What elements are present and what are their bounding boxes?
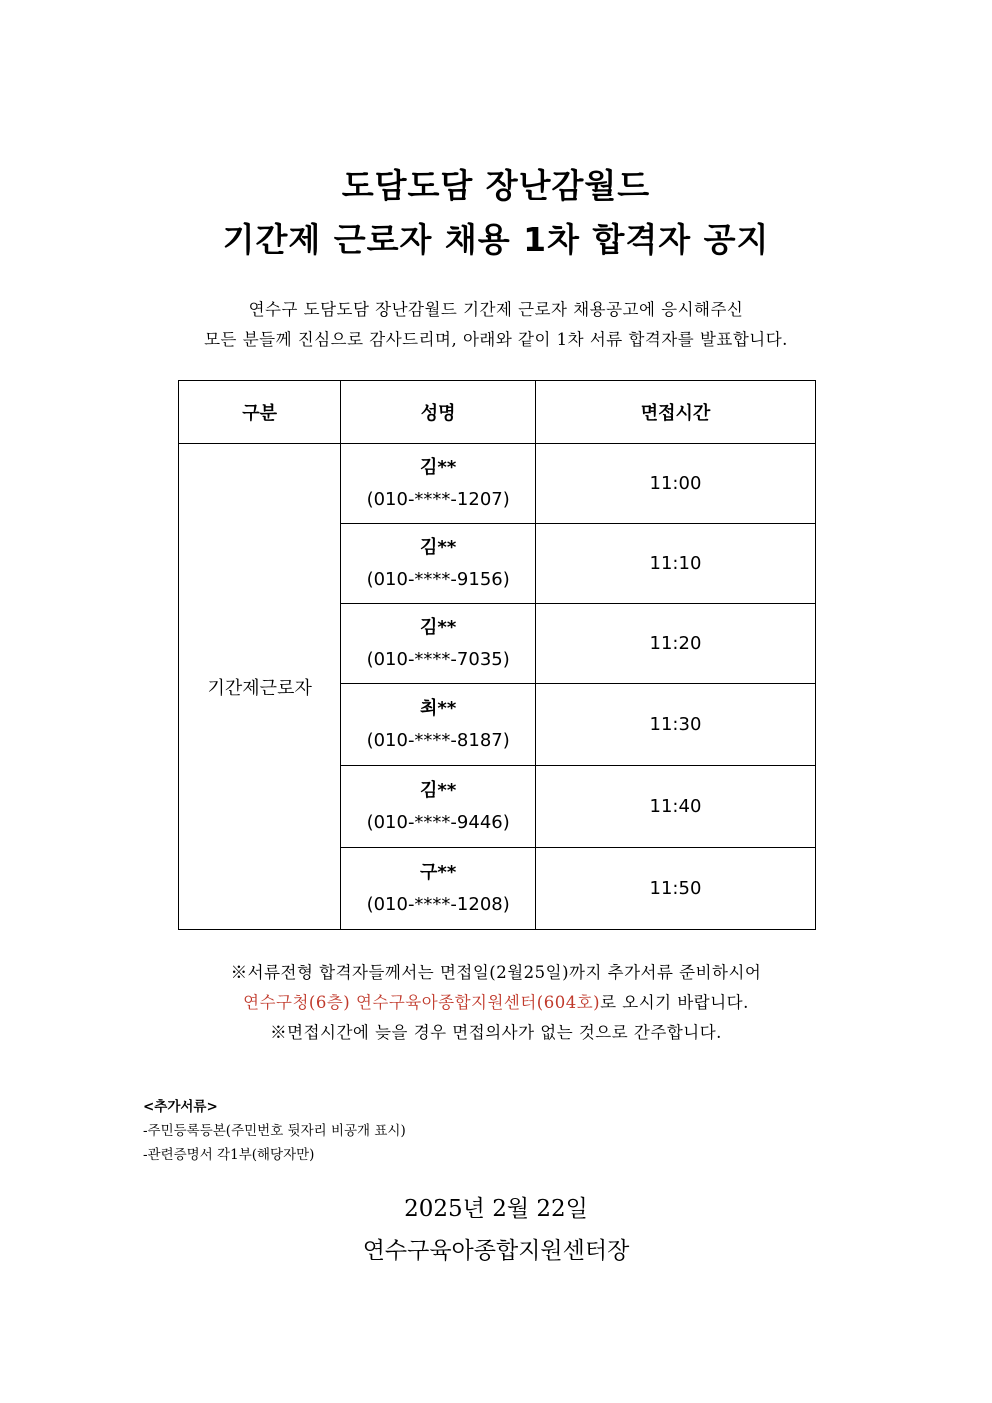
header-interview-time: 면접시간 xyxy=(535,381,815,444)
interview-time: 11:50 xyxy=(535,848,815,930)
issuer-signature: 연수구육아종합지원센터장 xyxy=(362,1238,630,1264)
applicant-cell xyxy=(341,848,536,930)
applicant-cell xyxy=(341,444,536,524)
applicant-cell xyxy=(341,766,536,848)
intro-line2: 모든 분들께 진심으로 감사드리며, 아래와 같이 1차 서류 합격자를 발표합니다. xyxy=(204,330,788,349)
notice-line2 xyxy=(0,989,992,1013)
interview-time: 11:30 xyxy=(535,684,815,766)
extra-docs-item: -관련증명서 각1부(해당자만) xyxy=(143,1147,315,1163)
applicant-name: 김** xyxy=(420,616,457,638)
applicant-name: 김** xyxy=(420,456,457,478)
intro-line1: 연수구 도담도담 장난감월드 기간제 근로자 채용공고에 응시해주신 xyxy=(248,300,744,319)
applicant-cell xyxy=(341,684,536,766)
table-header-row xyxy=(179,381,816,444)
applicant-name: 최** xyxy=(420,697,457,719)
notice-line1: ※서류전형 합격자들께서는 면접일(2월25일)까지 추가서류 준비하시어 xyxy=(230,963,762,982)
applicant-phone: (010-****-1207) xyxy=(366,488,510,510)
notice-date: 2025년 2월 22일 xyxy=(404,1196,588,1222)
interview-time: 11:00 xyxy=(535,444,815,524)
interview-time: 11:40 xyxy=(535,766,815,848)
applicant-phone: (010-****-9156) xyxy=(366,568,510,590)
applicant-name: 구** xyxy=(420,861,457,883)
applicant-name: 김** xyxy=(420,536,457,558)
applicant-cell xyxy=(341,524,536,604)
interview-time: 11:10 xyxy=(535,524,815,604)
header-name: 성명 xyxy=(341,381,536,444)
extra-docs-heading: <추가서류> xyxy=(143,1099,218,1115)
notice-line2-rest: 로 오시기 바랍니다. xyxy=(600,993,749,1012)
applicant-name: 김** xyxy=(420,779,457,801)
extra-docs-item: -주민등록등본(주민번호 뒷자리 비공개 표시) xyxy=(143,1123,406,1139)
result-table xyxy=(178,380,816,930)
applicant-phone: (010-****-9446) xyxy=(366,811,510,833)
applicant-phone: (010-****-8187) xyxy=(366,729,510,751)
document-title-line1: 도담도담 장난감월드 xyxy=(341,166,651,205)
applicant-phone: (010-****-7035) xyxy=(366,648,510,670)
interview-time: 11:20 xyxy=(535,604,815,684)
notice-location-highlight: 연수구청(6층) 연수구육아종합지원센터(604호) xyxy=(243,993,601,1012)
table-row xyxy=(179,444,816,524)
applicant-phone: (010-****-1208) xyxy=(366,893,510,915)
notice-line3: ※면접시간에 늦을 경우 면접의사가 없는 것으로 간주합니다. xyxy=(270,1023,722,1042)
category-cell: 기간제근로자 xyxy=(179,444,341,930)
header-category: 구분 xyxy=(179,381,341,444)
document-title-line2: 기간제 근로자 채용 1차 합격자 공지 xyxy=(222,220,770,259)
applicant-cell xyxy=(341,604,536,684)
